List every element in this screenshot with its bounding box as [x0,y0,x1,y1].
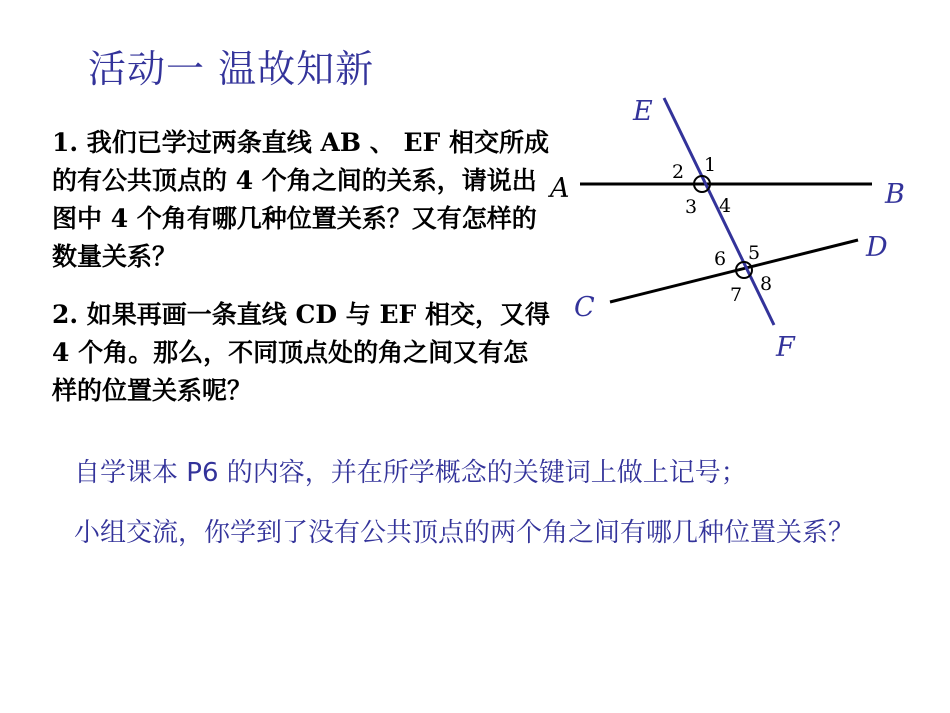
angle-label-8: 8 [760,273,773,295]
angle-label-5: 5 [748,242,761,264]
angle-label-3: 3 [685,196,698,218]
question-1: 1. 我们已学过两条直线 AB 、 EF 相交所成的有公共顶点的 4 个角之间的关系，请说出图中 4 个角有哪几种位置关系？又有怎样的数量关系？ [52,128,549,271]
slide-title: 活动一 温故知新 [88,47,375,91]
angle-label-2: 2 [672,161,685,183]
angle-label-7: 7 [730,284,743,306]
study-instruction-2: 小组交流，你学到了没有公共顶点的两个角之间有哪几种位置关系？ [74,518,855,548]
label-point-d: D [866,232,888,263]
label-point-e: E [633,96,653,127]
label-point-b: B [885,179,905,210]
label-point-a: A [550,173,570,204]
study-instruction-1: 自学课本 P6 的内容，并在所学概念的关键词上做上记号； [74,458,747,488]
question-2: 2. 如果再画一条直线 CD 与 EF 相交，又得 4 个角。那么，不同顶点处的角之间又有怎样的位置关系呢？ [52,300,550,405]
angle-label-6: 6 [714,248,727,270]
angle-label-4: 4 [719,195,732,217]
angle-label-1: 1 [704,154,717,176]
label-point-c: C [574,292,595,323]
label-point-f: F [776,332,795,363]
